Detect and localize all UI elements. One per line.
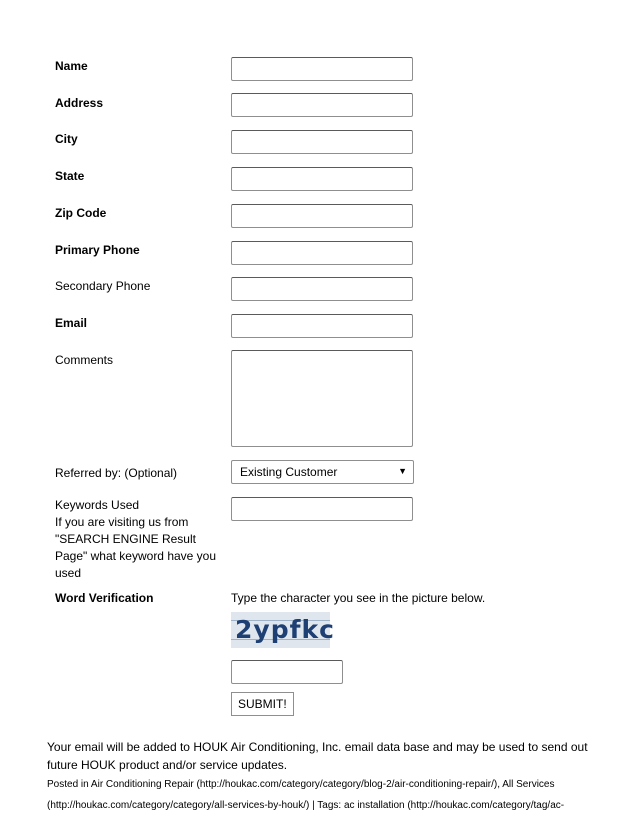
email-input[interactable] [231,314,413,338]
referred-label: Referred by: (Optional) [55,466,178,480]
keywords-label [55,497,220,582]
referred-select[interactable] [231,460,414,484]
keywords-label-line: "SEARCH ENGINE Result [55,532,196,546]
address-label: Address [55,96,104,110]
referred-select-value: Existing Customer [240,465,338,479]
zip-input[interactable] [231,204,413,228]
email-label: Email [55,316,88,330]
captcha-input[interactable] [231,660,343,684]
state-input[interactable] [231,167,413,191]
captcha-image [231,612,335,648]
city-label: City [55,132,78,146]
primary-phone-label: Primary Phone [55,243,140,257]
secondary-phone-label: Secondary Phone [55,279,151,293]
post-meta-line: (http://houkac.com/category/category/all-services-by-houk/) | Tags: ac installation (http://houkac.com/category/tag/ac- [47,800,565,811]
comments-textarea[interactable] [231,350,413,447]
keywords-label-line: Page" what keyword have you [55,549,217,563]
name-label: Name [55,59,88,73]
keywords-input[interactable] [231,497,413,521]
zip-label: Zip Code [55,206,107,220]
address-input[interactable] [231,93,413,117]
comments-label: Comments [55,353,114,367]
post-meta [47,774,607,816]
chevron-down-icon: ▼ [398,466,407,476]
keywords-label-line: used [55,566,82,580]
city-input[interactable] [231,130,413,154]
name-input[interactable] [231,57,413,81]
verification-instruction: Type the character you see in the picture below. [231,591,486,605]
state-label: State [55,169,85,183]
post-meta-line: Posted in Air Conditioning Repair (http://houkac.com/category/category/blog-2/air-conditioning-repair/), All Services [47,779,555,790]
primary-phone-input[interactable] [231,241,413,265]
secondary-phone-input[interactable] [231,277,413,301]
captcha-text: 2ypfkc [235,615,335,644]
keywords-label-line: Keywords Used [55,498,140,512]
email-notice: Your email will be added to HOUK Air Conditioning, Inc. email data base and may be used to send out future HOUK product and/or service updates. [47,740,588,772]
submit-button[interactable]: SUBMIT! [231,692,294,716]
verification-label: Word Verification [55,591,154,605]
keywords-label-line: If you are visiting us from [55,515,189,529]
